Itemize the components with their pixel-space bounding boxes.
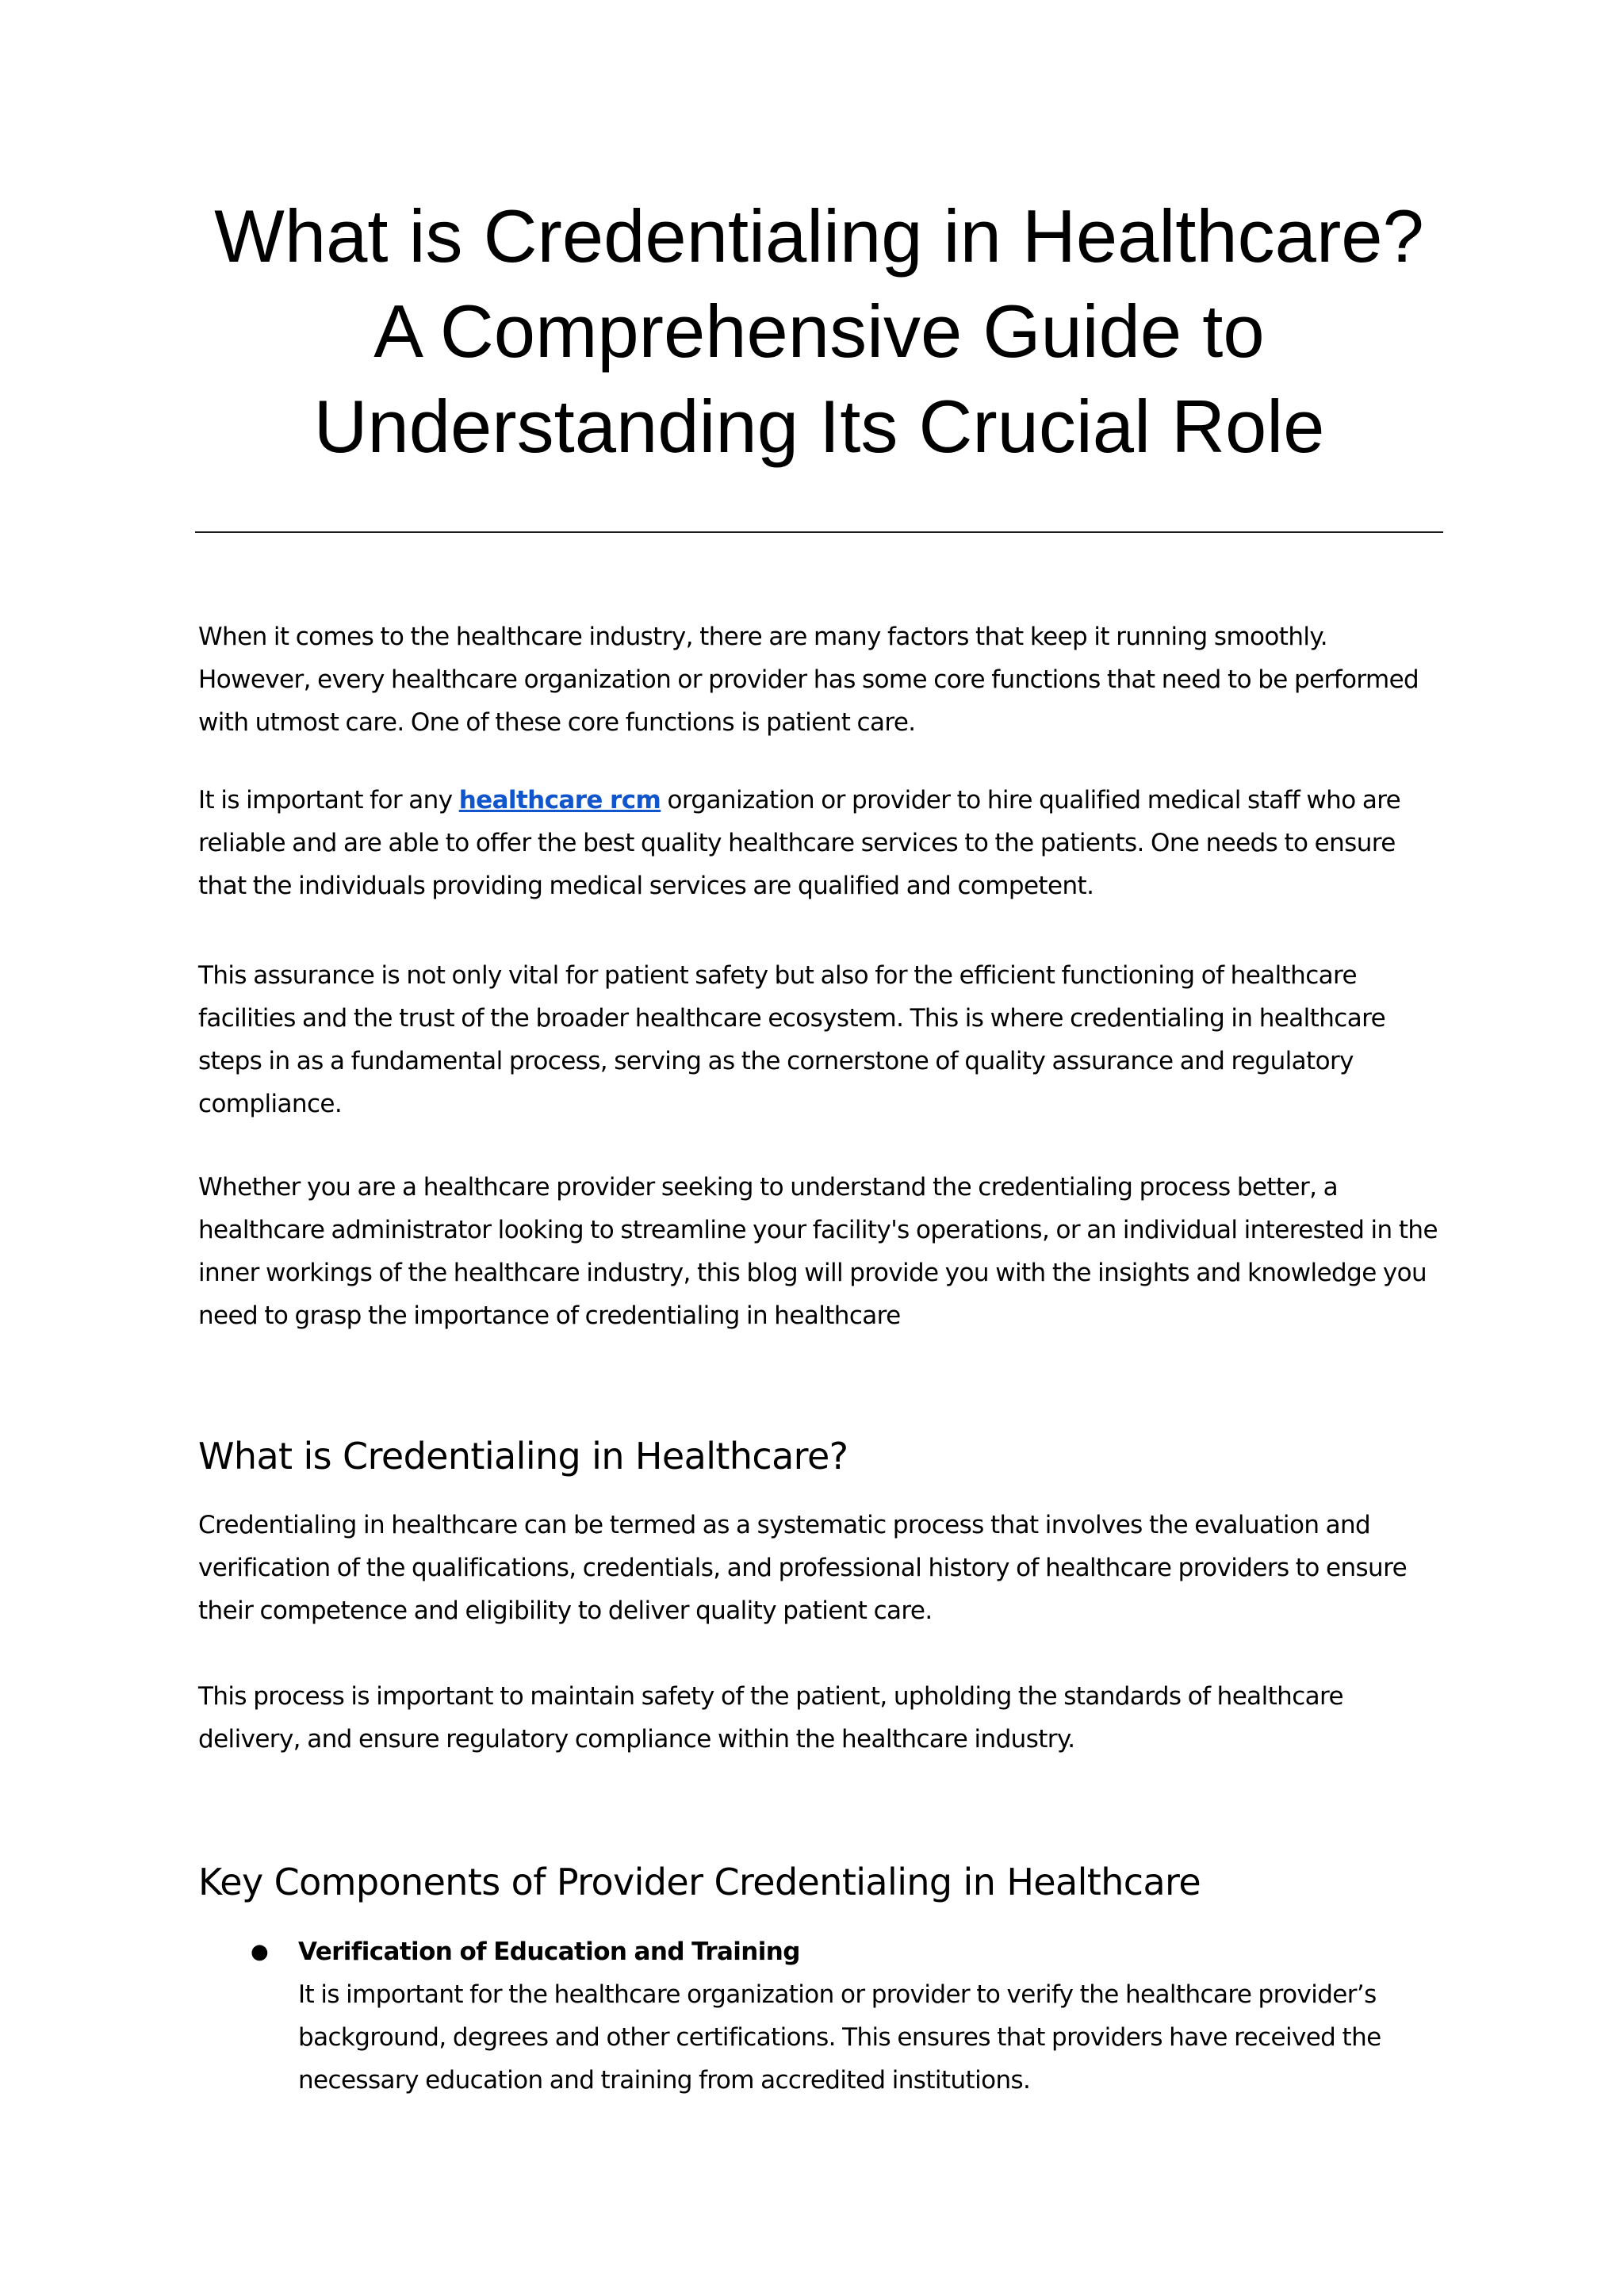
list-item-body: It is important for the healthcare organization or provider to verify the healthcare provider’s background, degrees and other certifications. This ensures that providers have received the necessary education and training from accredited institutions. (298, 1980, 1381, 2095)
list-item (198, 1930, 1443, 2102)
intro-paragraph-3: This assurance is not only vital for patient safety but also for the efficient functioning of healthcare facilities and the trust of the broader healthcare ecosystem. This is where credentialing in healthcare steps in as a fundamental process, serving as the cornerstone of quality assurance and regulatory compliance. (198, 961, 1386, 1118)
intro-paragraph-2 (198, 779, 1443, 907)
key-components-list (198, 1930, 1443, 2102)
bullet-icon: ● (251, 1940, 269, 1964)
section1-paragraph-2: This process is important to maintain safety of the patient, upholding the standards of healthcare delivery, and ensure regulatory compliance within the healthcare industry. (198, 1682, 1343, 1754)
intro-paragraph-2-lead: It is important for any (198, 786, 459, 815)
section-heading-what-is-credentialing: What is Credentialing in Healthcare? (198, 1435, 848, 1478)
intro-paragraph-1: When it comes to the healthcare industry, there are many factors that keep it running smoothly. However, every healthcare organization or provider has some core functions that need to be performed with utmost care. One of these core functions is patient care. (198, 623, 1419, 737)
intro-paragraph-2-tail: organization or provider to hire qualified medical staff who are reliable and are able to offer the best quality healthcare services to the patients. One needs to ensure that the individuals providing medical services are qualified and competent. (198, 786, 1401, 900)
section1-paragraph-1: Credentialing in healthcare can be termed as a systematic process that involves the evaluation and verification of the qualifications, credentials, and professional history of healthcare providers to ensure their competence and eligibility to deliver quality patient care. (198, 1511, 1408, 1625)
title-divider (195, 531, 1443, 533)
intro-paragraph-4: Whether you are a healthcare provider seeking to understand the credentialing process better, a healthcare administrator looking to streamline your facility's operations, or an individual interested in the inner workings of the healthcare industry, this blog will provide you with the insights and knowledge you need to grasp the importance of credentialing in healthcare (198, 1173, 1438, 1330)
list-item-title: Verification of Education and Training (298, 1938, 800, 1966)
section-heading-key-components: Key Components of Provider Credentialing in Healthcare (198, 1861, 1201, 1903)
page-title: What is Credentialing in Healthcare? A Comprehensive Guide to Understanding Its Crucial Role (214, 194, 1424, 468)
healthcare-rcm-link[interactable]: healthcare rcm (458, 786, 661, 815)
